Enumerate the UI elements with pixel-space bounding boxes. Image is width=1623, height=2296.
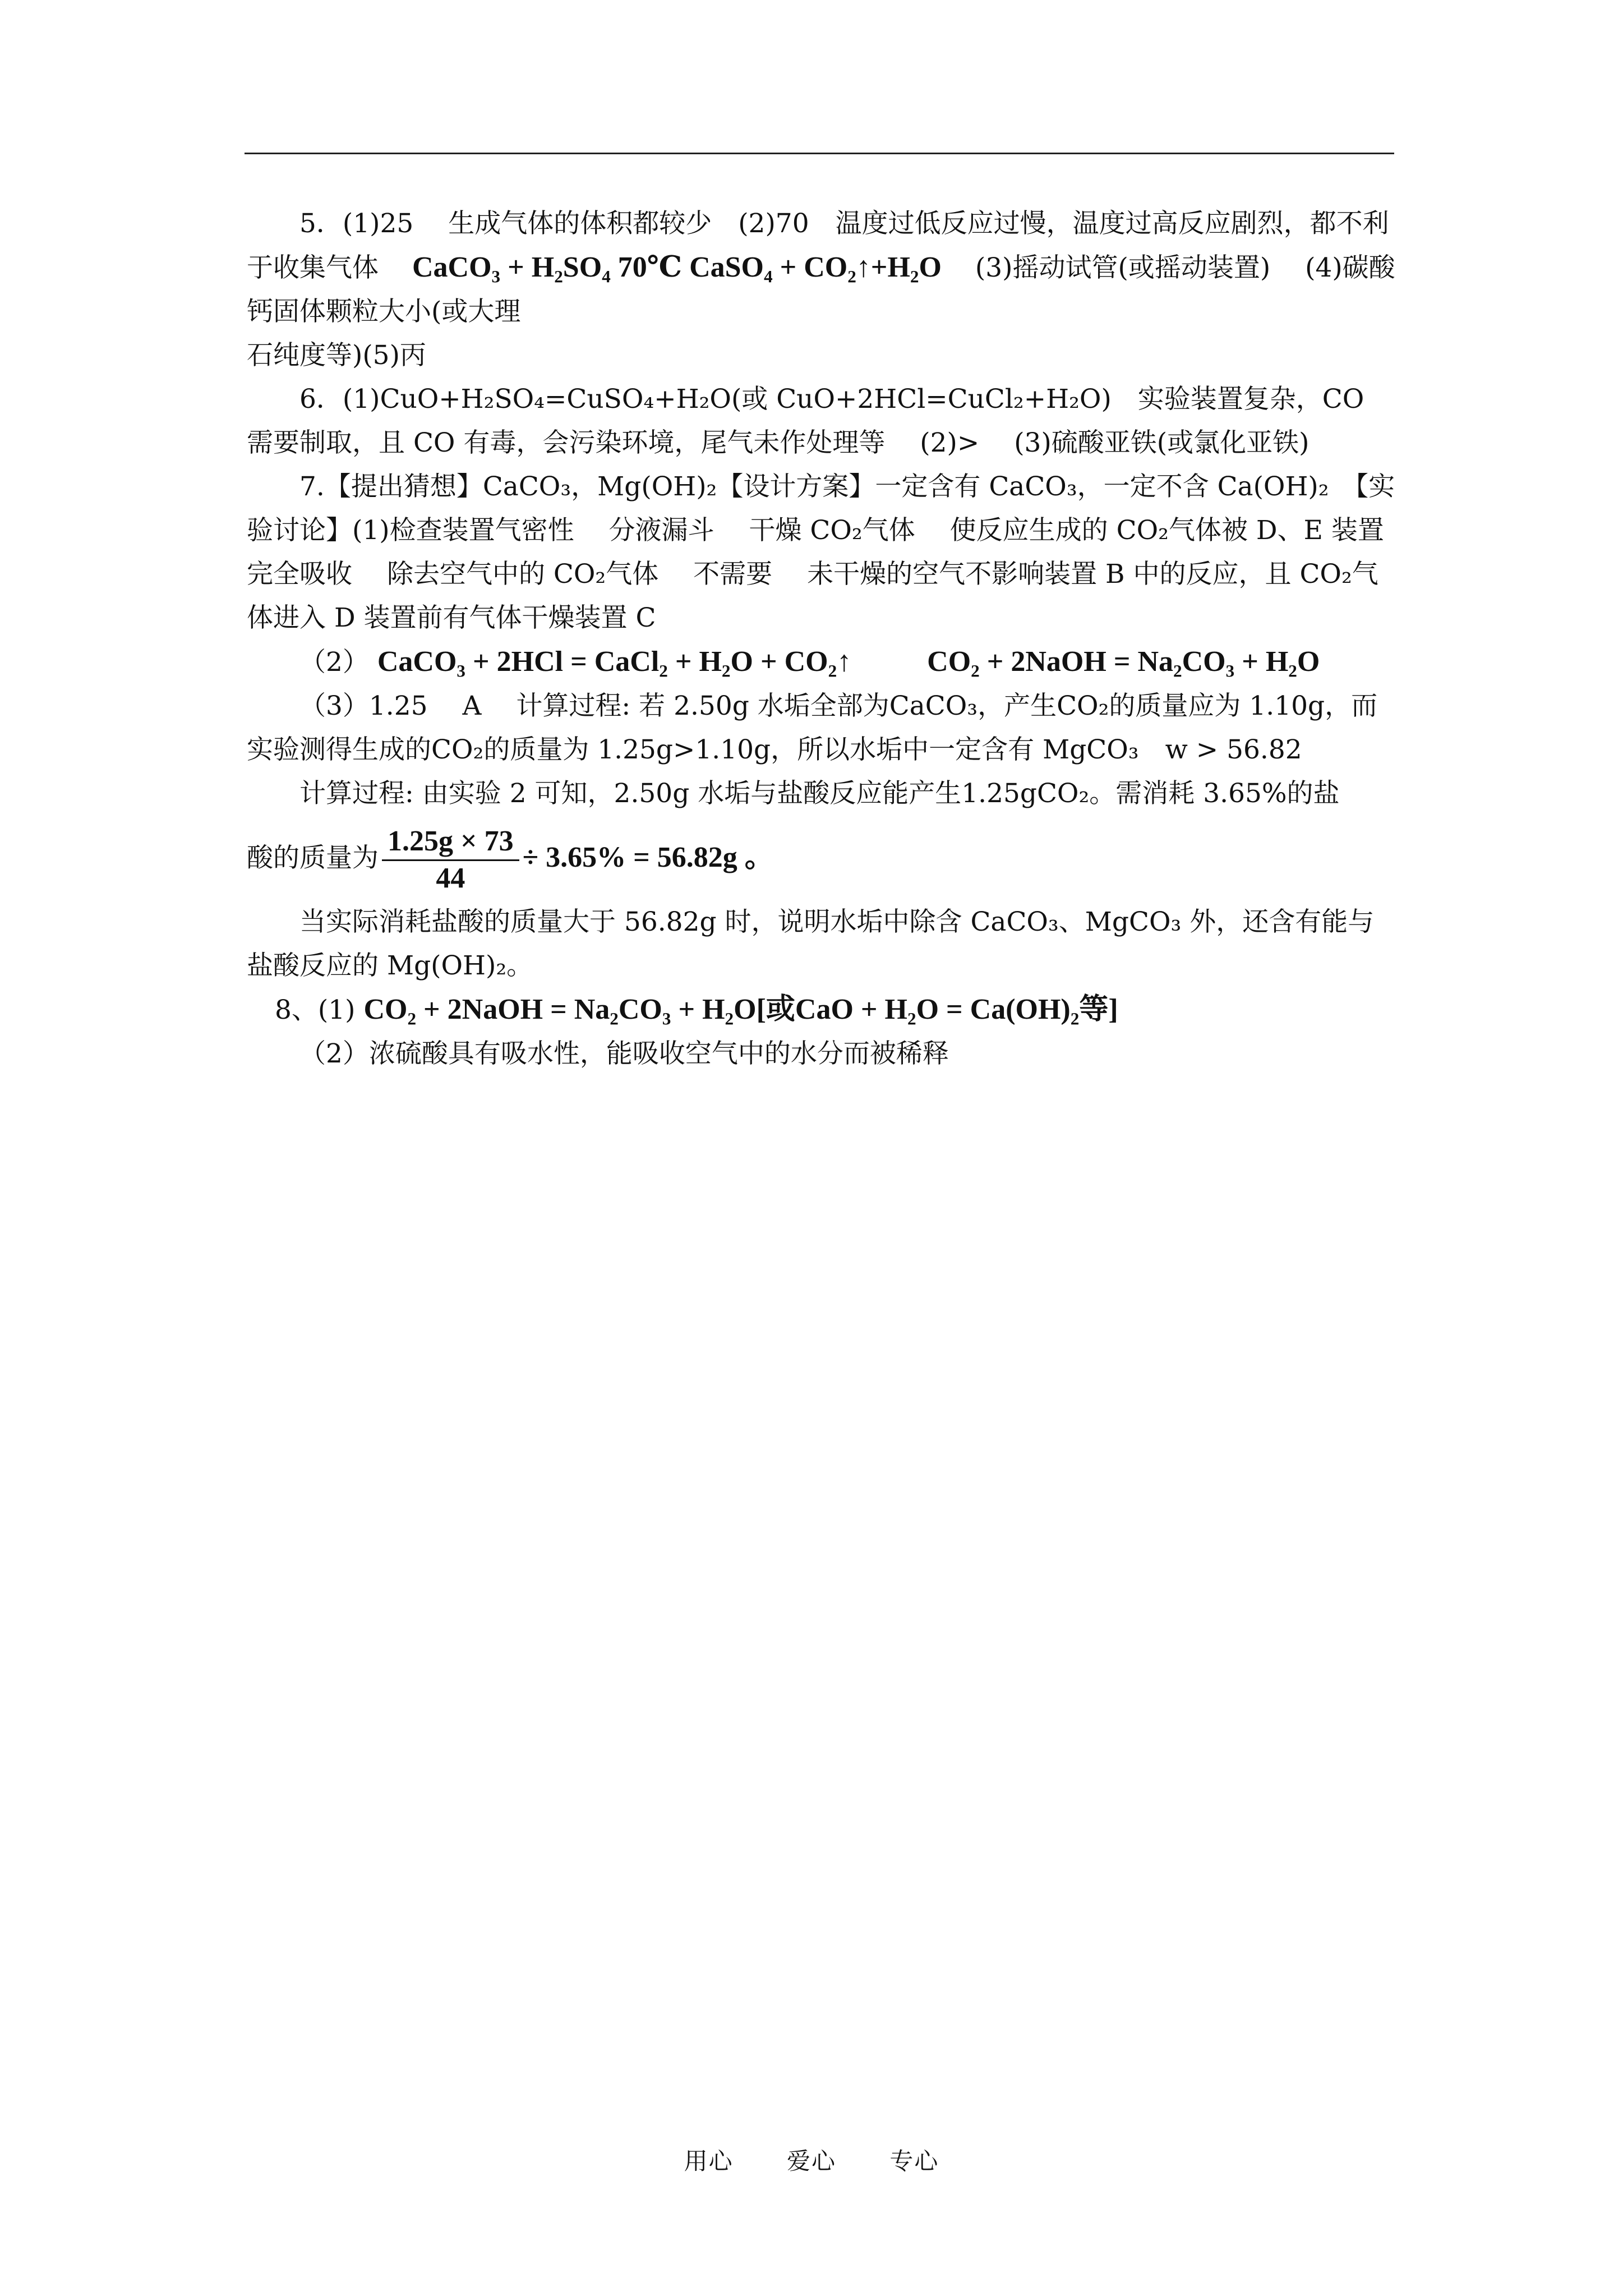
- answer-body: [247, 202, 1396, 1076]
- footer-text-1: 用心: [684, 2147, 734, 2175]
- answer-7: 7.【提出猜想】CaCO₃，Mg(OH)₂【设计方案】一定含有 CaCO₃，一定不含 Ca(OH)₂ 【实验讨论】(1)检查装置气密性 分液漏斗 干燥 CO₂气体 使反应生成的 CO₂气体被 D、E 装置完全吸收 除去空气中的 CO₂气体 不需要 未干燥的空气不影响装置 B 中的反应，且 CO₂气体进入 D 装置前有气体干燥装置 C: [247, 471, 1395, 633]
- answer-7-calc: 计算过程: 由实验 2 可知，2.50g 水垢与盐酸反应能产生1.25gCO₂。需消耗 3.65%的盐: [299, 778, 1340, 809]
- equation-5: CaCO₃ + H₂SO₄ 70℃ CaSO₄ + CO₂↑+H₂O: [412, 251, 942, 283]
- header-rule: [245, 153, 1394, 154]
- footer-text-3: 专心: [889, 2147, 939, 2175]
- answer-7-2: [247, 640, 1396, 684]
- answer-6: 6．(1)CuO+H₂SO₄=CuSO₄+H₂O(或 CuO+2HCl=CuCl₂+H₂O) 实验装置复杂，CO 需要制取，且 CO 有毒，会污染环境，尾气未作处理等 (2)> (3)硫酸亚铁(或氯化亚铁): [247, 384, 1364, 458]
- page-footer: [0, 2143, 1623, 2177]
- equation-7-2-b: CO₂ + 2NaOH = Na₂CO₃ + H₂O: [927, 646, 1320, 678]
- answer-5-text: 5．(1)25 生成气体的体积都较少 (2)70 温度过低反应过慢，温度过高反应剧烈，都不利于收集气体: [247, 208, 1389, 283]
- answer-8: [247, 988, 1396, 1032]
- answer-5-cont: 石纯度等)(5)丙: [247, 340, 426, 371]
- answer-7-3: （3）1.25 A 计算过程: 若 2.50g 水垢全部为CaCO₃，产生CO₂的质量应为 1.10g，而实验测得生成的CO₂的质量为 1.25g>1.10g，所以水垢中一定含有 MgCO₃ w > 56.82: [247, 691, 1378, 765]
- equation-8: CO₂ + 2NaOH = Na₂CO₃ + H₂O[或CaO + H₂O = Ca(OH)₂等]: [363, 993, 1118, 1025]
- equation-7-2-a: CaCO₃ + 2HCl = CaCl₂ + H₂O + CO₂↑: [377, 646, 852, 678]
- fraction: [382, 824, 519, 896]
- answer-8-label: 8、(1): [275, 995, 356, 1025]
- answer-5-tail: (3)摇动试管(或摇动装置) (4)碳酸钙固体颗粒大小(或大理: [247, 252, 1395, 327]
- answer-7-final: 当实际消耗盐酸的质量大于 56.82g 时，说明水垢中除含 CaCO₃、MgCO₃ 外，还含有能与盐酸反应的 Mg(OH)₂。: [247, 907, 1375, 981]
- fraction-prefix: 酸的质量为: [247, 843, 379, 873]
- fraction-result: ÷ 3.65% = 56.82g 。: [522, 841, 774, 873]
- fraction-numerator: 1.25g × 73: [382, 824, 519, 861]
- answer-8-2: （2）浓硫酸具有吸水性，能吸收空气中的水分而被稀释: [299, 1038, 949, 1069]
- answer-5: [247, 202, 1396, 334]
- answer-7-calc-fraction-line: [247, 816, 1396, 900]
- answer-7-2-label: （2）: [299, 647, 369, 678]
- fraction-denominator: 44: [436, 862, 465, 894]
- footer-text-2: 爱心: [786, 2147, 836, 2175]
